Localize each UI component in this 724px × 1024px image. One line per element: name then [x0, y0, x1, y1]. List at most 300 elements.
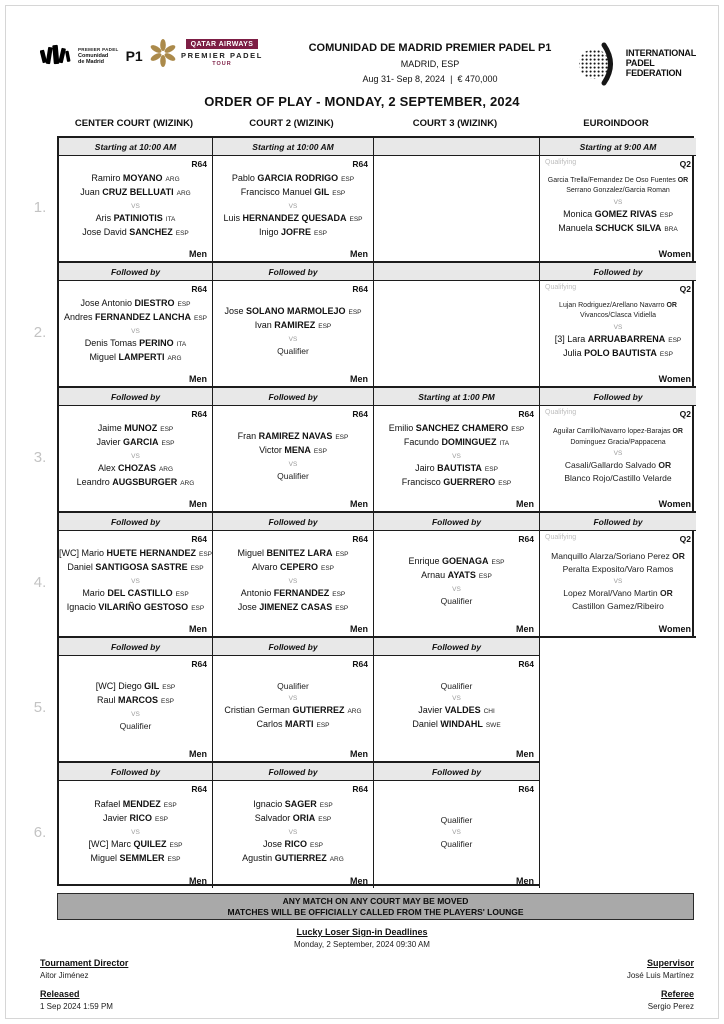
player-line [224, 305, 361, 320]
gender-label: Men [516, 624, 534, 634]
vs-label: VS [452, 585, 461, 593]
player-first-name: Francisco Manuel [240, 187, 315, 197]
teams-block [64, 288, 207, 374]
gender-label: Women [658, 499, 691, 509]
round-code: R64 [518, 659, 534, 669]
event-prize: € 470,000 [457, 74, 498, 84]
vs-label: VS [131, 577, 140, 585]
player-line [558, 222, 678, 237]
player-country-code: ESP [484, 465, 498, 473]
session-band-label: Starting at 10:00 AM [252, 141, 334, 152]
tour-label: TOUR [212, 61, 232, 67]
round-code: R64 [352, 659, 368, 669]
gender-label: Men [350, 876, 368, 886]
round-code: R64 [352, 784, 368, 794]
player-last-name: SANCHEZ [129, 227, 173, 237]
player-first-name: Daniel [67, 562, 96, 572]
player-country-code: ESP [161, 698, 175, 705]
player-country-code: ESP [177, 300, 191, 308]
team-line: Blanco Rojo/Castillo Velarde [564, 473, 672, 483]
team-line: Peralta Exposito/Varo Ramos [562, 563, 674, 574]
teams-block [379, 538, 534, 624]
session-band-label: Followed by [110, 266, 161, 277]
match-row-number: 4. [33, 574, 47, 591]
player-country-code: ESP [318, 323, 332, 330]
player-last-name: GARCIA [123, 437, 159, 447]
session-band-label: Followed by [268, 391, 318, 402]
player-country-code: ESP [161, 440, 175, 447]
team-line: Qualifier [119, 720, 152, 731]
event-location: MADRID, ESP [400, 59, 460, 69]
or-label: OR [670, 428, 683, 435]
player-line [238, 601, 349, 616]
teams-block [379, 663, 534, 749]
round-code: R64 [191, 534, 207, 544]
player-first-name: Salvador [254, 813, 293, 823]
footer-left [40, 958, 128, 1011]
gender-label: Men [350, 749, 368, 759]
madrid-logo-text [78, 47, 119, 65]
player-line [89, 351, 181, 366]
player-line [59, 547, 212, 562]
player-line [415, 462, 498, 477]
player-last-name: DOMINGUEZ [441, 437, 497, 447]
session-band [374, 388, 540, 406]
team-line: Qualifier [440, 838, 473, 849]
teams-block [218, 413, 368, 499]
player-country-code: ESP [332, 590, 346, 598]
player-line [259, 226, 327, 241]
teams-block [379, 788, 534, 876]
empty-match-cell [374, 156, 540, 263]
player-last-name: RICO [129, 813, 152, 823]
vs-label: VS [613, 198, 623, 206]
player-line [418, 704, 495, 719]
gender-label: Men [516, 749, 534, 759]
player-country-code: ESP [335, 605, 349, 612]
player-line [98, 462, 173, 477]
player-country-code: ARG [158, 465, 174, 473]
player-last-name: ORIA [292, 813, 316, 823]
referee-label: Referee [660, 989, 694, 999]
player-line [242, 852, 344, 867]
team-line: Qualifier [277, 680, 309, 691]
qualifier-pair-line: Lujan Rodriguez/Arellano Navarro OR [559, 301, 677, 309]
vs-label: VS [288, 202, 298, 210]
player-line [77, 476, 195, 491]
player-first-name: Jose [262, 838, 285, 849]
empty-match-cell [374, 281, 540, 388]
match-cell [59, 781, 213, 888]
player-first-name: Miguel [89, 352, 119, 362]
vs-label: VS [131, 327, 140, 335]
madrid-mark-icon [40, 42, 72, 70]
session-band [540, 513, 696, 531]
gender-label: Men [189, 749, 207, 759]
player-line [421, 569, 492, 584]
vs-label: VS [613, 323, 623, 331]
player-line [563, 347, 673, 362]
player-first-name: Mario [81, 547, 107, 558]
ipf-logo [577, 38, 696, 88]
ipf-ball-icon [577, 38, 621, 88]
match-cell [59, 656, 213, 763]
session-band-label: Followed by [593, 266, 643, 277]
gender-label: Men [350, 624, 368, 634]
player-first-name: Julia [563, 348, 585, 358]
session-band [213, 388, 374, 406]
teams-block [64, 788, 207, 876]
player-first-name: Rafael [94, 798, 123, 809]
player-last-name: CEPERO [279, 562, 318, 572]
round-code: R64 [191, 409, 207, 419]
teams-block [218, 538, 368, 624]
vs-label: VS [131, 828, 140, 836]
vs-label: VS [131, 202, 140, 210]
player-prefix: [3] [554, 333, 568, 344]
player-last-name: DEL CASTILLO [107, 587, 173, 598]
teams-block [545, 538, 691, 624]
player-line [256, 718, 329, 733]
player-country-code: ESP [348, 308, 362, 316]
player-first-name: Facundo [403, 437, 442, 447]
player-country-code: ESP [491, 558, 505, 566]
match-row-number: 1. [33, 199, 47, 216]
qualifier-pair-line: Garcia Trella/Fernandez De Oso Fuentes OR [547, 176, 689, 184]
player-last-name: CHOZAS [117, 462, 156, 473]
player-line [255, 319, 332, 334]
player-last-name: SEMMLER [119, 853, 165, 863]
event-dates: Aug 31- Sep 8, 2024 [362, 74, 446, 84]
referee-name: Sergio Perez [647, 1002, 694, 1011]
player-last-name: FERNANDEZ [273, 587, 330, 598]
court-header-court3: COURT 3 (WIZINK) [412, 118, 498, 129]
player-country-code: ESP [190, 565, 204, 572]
vs-label: VS [452, 828, 461, 836]
vs-label: VS [288, 577, 298, 585]
session-band-label: Followed by [268, 766, 318, 777]
player-line [252, 561, 334, 576]
player-country-code: ESP [335, 433, 349, 441]
player-first-name: Jose David [82, 227, 130, 237]
vs-label: VS [131, 710, 140, 718]
player-country-code: ITA [499, 440, 510, 447]
player-first-name: Antonio [240, 587, 274, 598]
order-of-play-grid [57, 136, 694, 886]
player-last-name: RAMIREZ NAVAS [258, 430, 333, 441]
team-line: Qualifier [440, 814, 473, 825]
player-last-name: GIL [314, 187, 330, 197]
player-last-name: SCHUCK SILVA [595, 223, 662, 233]
match-cell [540, 281, 696, 388]
player-last-name: RAMIREZ [274, 320, 316, 330]
player-first-name: Daniel [412, 719, 441, 729]
oryx-flower-icon [148, 38, 178, 68]
player-first-name: Manuela [558, 223, 596, 233]
player-first-name: Ivan [254, 320, 275, 330]
lucky-loser-date: Monday, 2 September, 2024 09:30 AM [294, 940, 430, 949]
player-country-code: ESP [318, 816, 332, 823]
player-line [98, 422, 174, 437]
player-country-code: ESP [659, 211, 673, 219]
player-line [67, 561, 203, 576]
player-last-name: VALDES [444, 704, 481, 715]
match-row-number: 2. [33, 324, 47, 341]
teams-block [64, 663, 207, 749]
teams-block [64, 163, 207, 249]
player-country-code: ESP [175, 230, 189, 237]
notice-banner [57, 893, 694, 920]
match-cell [59, 406, 213, 513]
teams-block [545, 413, 691, 499]
gender-label: Men [350, 499, 368, 509]
session-band [374, 513, 540, 531]
player-last-name: VILARIÑO GESTOSO [98, 602, 189, 612]
player-line [80, 186, 190, 201]
player-prefix: [WC] [88, 838, 111, 849]
player-last-name: POLO BAUTISTA [584, 348, 657, 358]
session-band-label: Followed by [593, 516, 643, 527]
player-last-name: GUTIERREZ [274, 853, 327, 863]
vs-label: VS [613, 577, 623, 585]
player-country-code: CHI [483, 707, 495, 715]
team-line: Qualifier [277, 470, 309, 481]
player-line [88, 838, 182, 853]
team-line: Lopez Moral/Vano Martin OR [563, 587, 673, 598]
gender-label: Women [658, 249, 691, 259]
session-band [59, 388, 213, 406]
session-band [59, 263, 213, 281]
session-band [59, 763, 213, 781]
player-last-name: MARTI [285, 719, 314, 729]
player-last-name: MENDEZ [122, 798, 161, 809]
gender-label: Men [516, 876, 534, 886]
round-code: R64 [518, 784, 534, 794]
ipf-line2: PADEL [625, 58, 655, 68]
player-line [67, 601, 204, 616]
player-first-name: Denis Tomas [84, 337, 140, 348]
session-band-label: Starting at 10:00 AM [94, 141, 177, 152]
teams-block [218, 288, 368, 374]
player-prefix: [WC] [59, 547, 82, 558]
player-last-name: GIL [144, 680, 160, 691]
round-code: R64 [191, 659, 207, 669]
player-first-name: Arnau [421, 570, 448, 580]
round-code: R64 [352, 159, 368, 169]
player-country-code: ESP [160, 425, 174, 433]
player-last-name: BAUTISTA [437, 462, 482, 473]
match-cell [59, 156, 213, 263]
ipf-line1: INTERNATIONAL [625, 48, 696, 58]
or-label: OR [656, 460, 672, 470]
session-band [59, 513, 213, 531]
player-country-code: ITA [165, 215, 176, 223]
round-code: R64 [518, 534, 534, 544]
round-code: Q2 [679, 159, 691, 169]
player-line [94, 798, 177, 813]
qualifying-label: Qualifying [545, 534, 577, 541]
player-first-name: Jose [224, 305, 246, 316]
player-last-name: DIESTRO [134, 297, 175, 308]
court-header-court2: COURT 2 (WIZINK) [249, 118, 334, 129]
player-line [223, 212, 362, 227]
round-code: R64 [352, 284, 368, 294]
player-line [255, 812, 332, 827]
session-band [374, 638, 540, 656]
player-first-name: Javier [96, 437, 123, 447]
session-band-label: Followed by [268, 641, 318, 652]
player-line [96, 212, 176, 227]
team-line: Qualifier [440, 680, 473, 691]
vs-label: VS [452, 452, 461, 460]
released-value: 1 Sep 2024 1:59 PM [40, 1002, 113, 1011]
player-first-name: Leandro [76, 477, 113, 487]
match-row-number: 6. [33, 824, 47, 841]
vs-label: VS [288, 460, 298, 468]
player-last-name: BENITEZ LARA [266, 547, 333, 558]
team-line: Qualifier [277, 345, 309, 356]
player-line [263, 838, 323, 853]
teams-block [545, 163, 691, 249]
qualifying-label: Qualifying [545, 409, 577, 416]
player-first-name: Jairo [415, 462, 438, 473]
player-last-name: MARCOS [118, 695, 158, 705]
player-first-name: Emilio [388, 422, 416, 433]
player-line [103, 812, 168, 827]
player-last-name: MUNOZ [124, 422, 158, 433]
player-prefix: [WC] [95, 680, 119, 691]
player-last-name: JOFRE [281, 227, 312, 237]
player-country-code: ESP [191, 605, 205, 612]
player-last-name: PATINIOTIS [113, 212, 163, 223]
player-line [64, 311, 207, 326]
player-line [402, 476, 512, 491]
round-code: R64 [352, 534, 368, 544]
player-last-name: RICO [284, 838, 307, 849]
notice-line1: ANY MATCH ON ANY COURT MAY BE MOVED [282, 896, 469, 906]
separator: | [450, 74, 453, 84]
team-line: Manquillo Alarza/Soriano Perez OR [551, 550, 685, 561]
round-code: Q2 [679, 284, 691, 294]
player-first-name: Victor [259, 445, 285, 455]
qualifier-pair-line: Aguilar Carrillo/Navarro lopez-Barajas OR [553, 428, 683, 435]
match-cell [213, 406, 374, 513]
comunidad-madrid-logo [40, 42, 143, 70]
teams-block [64, 413, 207, 499]
session-band [213, 513, 374, 531]
teams-block [379, 413, 534, 499]
player-first-name: Ignacio [253, 798, 285, 809]
player-line [224, 704, 361, 719]
player-country-code: ESP [668, 336, 682, 344]
player-line [82, 226, 189, 241]
match-cell [374, 781, 540, 888]
player-first-name: Alvaro [251, 562, 280, 572]
player-country-code: SWE [485, 722, 501, 729]
session-band [374, 763, 540, 781]
player-country-code: ESP [316, 722, 330, 729]
gender-label: Men [189, 499, 207, 509]
session-band-label: Followed by [110, 391, 161, 402]
session-band [213, 638, 374, 656]
player-country-code: ESP [335, 550, 349, 558]
session-band-label: Followed by [431, 641, 482, 652]
player-first-name: Pablo [231, 172, 258, 183]
player-country-code: ESP [199, 550, 213, 558]
player-last-name: SANTIGOSA SASTRE [95, 562, 188, 572]
session-band [213, 138, 374, 156]
match-cell [374, 406, 540, 513]
player-line [412, 718, 500, 733]
player-last-name: AYATS [447, 570, 476, 580]
player-first-name: Ignacio [66, 602, 99, 612]
player-first-name: Fran [237, 430, 259, 441]
player-first-name: Agustin [242, 853, 275, 863]
session-band-label: Followed by [110, 516, 161, 527]
player-last-name: WINDAHL [440, 719, 483, 729]
session-band [540, 138, 696, 156]
player-line [241, 587, 346, 602]
player-last-name: PERINO [139, 337, 174, 348]
player-line [404, 436, 509, 451]
player-line [241, 186, 346, 201]
player-line [96, 436, 174, 451]
qualifying-label: Qualifying [545, 159, 577, 166]
lucky-loser-title: Lucky Loser Sign-in Deadlines [296, 927, 428, 937]
vs-label: VS [288, 694, 298, 702]
player-country-code: ESP [498, 480, 512, 487]
released-label: Released [40, 989, 80, 999]
session-band-label: Starting at 9:00 AM [579, 141, 657, 152]
or-label: OR [664, 301, 677, 309]
player-line [237, 547, 348, 562]
session-band-label: Followed by [593, 391, 643, 402]
player-last-name: MOYANO [122, 172, 163, 183]
session-band [213, 763, 374, 781]
match-cell [59, 281, 213, 388]
player-last-name: MENA [284, 445, 311, 455]
qualifier-pair-line: Serrano Gonzalez/Garcia Roman [566, 187, 670, 194]
document-header [40, 38, 696, 100]
player-line [232, 172, 354, 187]
round-code: R64 [352, 409, 368, 419]
madrid-premier-padel-label: PREMIER PADEL [78, 47, 119, 52]
player-country-code: ESP [175, 590, 189, 598]
player-last-name: ARRUABARRENA [587, 333, 666, 344]
tournament-director-label: Tournament Director [40, 958, 129, 968]
round-code: Q2 [679, 409, 691, 419]
player-country-code: ARG [167, 355, 182, 362]
round-code: R64 [191, 159, 207, 169]
player-line [253, 798, 333, 813]
team-line: Casali/Gallardo Salvado OR [564, 460, 672, 470]
round-code: Q2 [679, 534, 691, 544]
match-row-number: 5. [33, 699, 47, 716]
match-cell [59, 531, 213, 638]
teams-block [545, 288, 691, 374]
player-first-name: Inigo [258, 227, 281, 237]
player-first-name: Miguel [90, 853, 120, 863]
court-headers [57, 118, 694, 129]
session-band-label: Followed by [268, 266, 318, 277]
session-band-label: Followed by [110, 641, 161, 652]
player-line [96, 680, 176, 695]
player-first-name: Luis [223, 212, 243, 223]
match-cell [213, 656, 374, 763]
qualifier-pair-line: Dominguez Gracia/Pappacena [570, 438, 666, 446]
round-code: R64 [191, 784, 207, 794]
empty-merged-cell [540, 638, 696, 888]
